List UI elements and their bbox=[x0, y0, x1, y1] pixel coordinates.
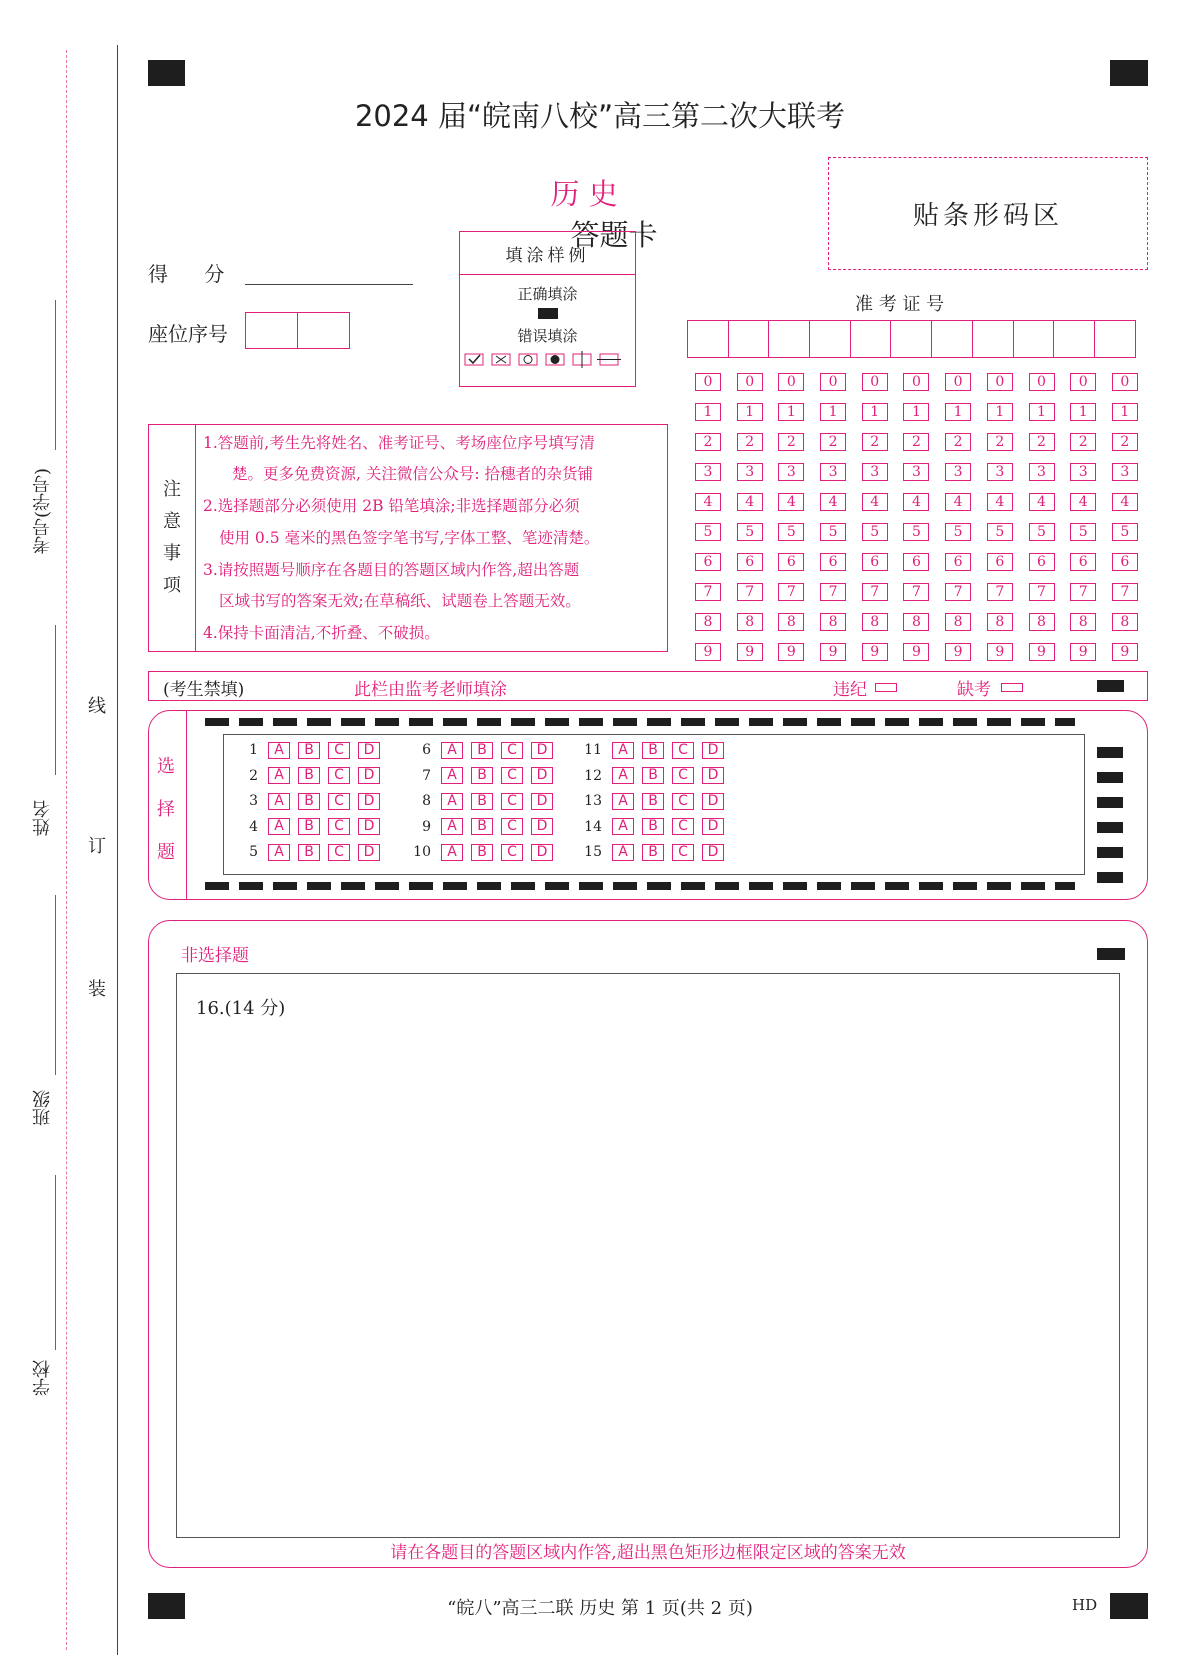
digit-bubble[interactable]: 2 bbox=[987, 433, 1013, 451]
note-line: 楚。更多免费资源, 关注微信公众号: 拾穗者的杂货铺 bbox=[232, 465, 594, 483]
digit-row bbox=[695, 367, 1154, 397]
digit-bubble[interactable]: 3 bbox=[1112, 463, 1138, 481]
digit-bubble[interactable]: 0 bbox=[1112, 373, 1138, 391]
option-bubble[interactable]: A bbox=[612, 767, 634, 784]
class-label: 班级 bbox=[32, 1090, 53, 1126]
exam-id-box[interactable] bbox=[972, 320, 1014, 358]
digit-bubble[interactable]: 8 bbox=[737, 613, 763, 631]
question-row bbox=[236, 766, 388, 786]
option-bubble[interactable]: A bbox=[441, 818, 463, 835]
digit-row bbox=[695, 517, 1154, 547]
digit-bubble[interactable]: 2 bbox=[945, 433, 971, 451]
digit-bubble[interactable]: 7 bbox=[903, 583, 929, 601]
option-bubble[interactable]: A bbox=[612, 818, 634, 835]
option-bubble[interactable]: B bbox=[471, 767, 493, 784]
digit-bubble[interactable]: 5 bbox=[1070, 523, 1096, 541]
option-bubble[interactable]: D bbox=[358, 742, 380, 759]
timing-mark bbox=[1097, 680, 1124, 692]
digit-bubble[interactable]: 9 bbox=[862, 643, 888, 661]
digit-row bbox=[695, 607, 1154, 637]
digit-bubble[interactable]: 0 bbox=[1029, 373, 1055, 391]
nonchoice-warning: 请在各题目的答题区域内作答,超出黑色矩形边框限定区域的答案无效 bbox=[390, 1543, 906, 1563]
wrong-fill-label: 错误填涂 bbox=[517, 327, 578, 345]
score-underline[interactable] bbox=[245, 284, 413, 285]
option-bubble[interactable]: B bbox=[642, 767, 664, 784]
question-row bbox=[580, 766, 732, 786]
card-label: 答题卡 bbox=[570, 218, 658, 252]
digit-bubble[interactable]: 5 bbox=[903, 523, 929, 541]
digit-bubble[interactable]: 8 bbox=[1029, 613, 1055, 631]
exam-id-boxes bbox=[688, 320, 1136, 358]
forbidden-label: (考生禁填) bbox=[163, 680, 245, 700]
digit-bubble[interactable]: 0 bbox=[737, 373, 763, 391]
exam-id-box[interactable] bbox=[728, 320, 770, 358]
line-char: 线 bbox=[88, 696, 106, 717]
digit-bubble[interactable]: 2 bbox=[862, 433, 888, 451]
digit-bubble[interactable]: 3 bbox=[862, 463, 888, 481]
digit-bubble[interactable]: 6 bbox=[1112, 553, 1138, 571]
digit-bubble[interactable]: 6 bbox=[778, 553, 804, 571]
digit-bubble[interactable]: 9 bbox=[945, 643, 971, 661]
digit-bubble[interactable]: 9 bbox=[737, 643, 763, 661]
digit-bubble[interactable]: 0 bbox=[1070, 373, 1096, 391]
digit-bubble[interactable]: 4 bbox=[695, 493, 721, 511]
timing-mark bbox=[1097, 747, 1123, 758]
question-row bbox=[236, 791, 388, 811]
option-bubble[interactable]: C bbox=[672, 818, 694, 835]
digit-bubble[interactable]: 2 bbox=[820, 433, 846, 451]
exam-id-box[interactable] bbox=[850, 320, 892, 358]
digit-row bbox=[695, 487, 1154, 517]
digit-bubble[interactable]: 4 bbox=[1029, 493, 1055, 511]
notes-heading bbox=[149, 425, 196, 651]
score-label: 得 分 bbox=[148, 262, 225, 286]
seat-box-2[interactable] bbox=[297, 312, 350, 349]
correct-fill-label: 正确填涂 bbox=[517, 285, 578, 303]
digit-bubble[interactable]: 8 bbox=[1070, 613, 1096, 631]
exam-title: 2024 届“皖南八校”高三第二次大联考 bbox=[354, 99, 846, 133]
option-bubble[interactable]: C bbox=[328, 767, 350, 784]
exam-id-box[interactable] bbox=[809, 320, 851, 358]
digit-bubble[interactable]: 2 bbox=[1070, 433, 1096, 451]
digit-bubble[interactable]: 0 bbox=[778, 373, 804, 391]
option-bubble[interactable]: A bbox=[268, 844, 290, 861]
digit-bubble[interactable]: 6 bbox=[987, 553, 1013, 571]
footer-code: HD bbox=[1072, 1596, 1098, 1614]
option-bubble[interactable]: A bbox=[612, 793, 634, 810]
digit-bubble[interactable]: 3 bbox=[778, 463, 804, 481]
option-bubble[interactable]: B bbox=[471, 793, 493, 810]
exam-id-box[interactable] bbox=[768, 320, 810, 358]
digit-bubble[interactable]: 3 bbox=[820, 463, 846, 481]
option-bubble[interactable]: D bbox=[702, 767, 724, 784]
digit-bubble[interactable]: 9 bbox=[1029, 643, 1055, 661]
name-underline bbox=[55, 625, 56, 775]
option-bubble[interactable]: C bbox=[672, 767, 694, 784]
question-number: 14 bbox=[584, 818, 602, 835]
wrong-fill-marks bbox=[460, 349, 635, 371]
digit-bubble[interactable]: 1 bbox=[903, 403, 929, 421]
digit-bubble[interactable]: 4 bbox=[1070, 493, 1096, 511]
digit-bubble[interactable]: 2 bbox=[737, 433, 763, 451]
question-number: 8 bbox=[422, 793, 431, 809]
option-bubble[interactable]: A bbox=[612, 742, 634, 759]
option-bubble[interactable]: C bbox=[501, 767, 523, 784]
option-bubble[interactable]: B bbox=[642, 844, 664, 861]
digit-bubble[interactable]: 1 bbox=[695, 403, 721, 421]
digit-bubble[interactable]: 3 bbox=[903, 463, 929, 481]
digit-bubble[interactable]: 3 bbox=[945, 463, 971, 481]
digit-bubble[interactable]: 7 bbox=[778, 583, 804, 601]
option-bubble[interactable]: A bbox=[268, 767, 290, 784]
digit-bubble[interactable]: 8 bbox=[862, 613, 888, 631]
question-number: 7 bbox=[422, 767, 431, 784]
digit-bubble[interactable]: 9 bbox=[695, 643, 721, 661]
digit-bubble[interactable]: 4 bbox=[987, 493, 1013, 511]
option-bubble[interactable]: B bbox=[471, 844, 493, 861]
digit-bubble[interactable]: 1 bbox=[778, 403, 804, 421]
pack-char: 装 bbox=[88, 979, 106, 1000]
option-bubble[interactable]: C bbox=[328, 818, 350, 835]
exam-id-box[interactable] bbox=[890, 320, 932, 358]
digit-bubble[interactable]: 5 bbox=[945, 523, 971, 541]
digit-bubble[interactable]: 7 bbox=[1029, 583, 1055, 601]
digit-bubble[interactable]: 1 bbox=[1112, 403, 1138, 421]
timing-dashes-top bbox=[205, 718, 1075, 726]
digit-bubble[interactable]: 1 bbox=[945, 403, 971, 421]
digit-bubble[interactable]: 8 bbox=[987, 613, 1013, 631]
choice-label-char: 题 bbox=[157, 842, 175, 863]
digit-bubble[interactable]: 5 bbox=[987, 523, 1013, 541]
choice-label-char: 择 bbox=[157, 799, 175, 820]
option-bubble[interactable]: B bbox=[298, 742, 320, 759]
exam-id-box[interactable] bbox=[1013, 320, 1055, 358]
option-bubble[interactable]: C bbox=[328, 742, 350, 759]
digit-bubble[interactable]: 9 bbox=[987, 643, 1013, 661]
timing-mark bbox=[1097, 948, 1125, 960]
question-row bbox=[580, 740, 732, 760]
digit-bubble[interactable]: 3 bbox=[987, 463, 1013, 481]
question-row bbox=[580, 817, 732, 837]
option-bubble[interactable]: A bbox=[441, 742, 463, 759]
digit-bubble[interactable]: 7 bbox=[737, 583, 763, 601]
exam-id-box[interactable] bbox=[687, 320, 729, 358]
digit-row bbox=[695, 547, 1154, 577]
digit-bubble[interactable]: 4 bbox=[903, 493, 929, 511]
digit-bubble[interactable]: 5 bbox=[778, 523, 804, 541]
timing-mark bbox=[1097, 772, 1123, 783]
option-bubble[interactable]: A bbox=[268, 793, 290, 810]
digit-bubble[interactable]: 2 bbox=[1029, 433, 1055, 451]
option-bubble[interactable]: D bbox=[358, 793, 380, 810]
digit-bubble[interactable]: 1 bbox=[820, 403, 846, 421]
option-bubble[interactable]: D bbox=[702, 818, 724, 835]
option-bubble[interactable]: C bbox=[501, 793, 523, 810]
exam-no-label: 考号(学号) bbox=[32, 468, 53, 555]
digit-bubble[interactable]: 0 bbox=[820, 373, 846, 391]
question-number: 3 bbox=[249, 793, 258, 809]
violation-label: 违纪 bbox=[833, 680, 867, 700]
digit-bubble[interactable]: 6 bbox=[903, 553, 929, 571]
school-underline bbox=[55, 1175, 56, 1350]
question-row bbox=[236, 842, 388, 862]
notes-heading-char: 项 bbox=[163, 575, 181, 596]
barcode-label: 贴条形码区 bbox=[912, 201, 1063, 231]
question-number: 13 bbox=[584, 793, 602, 809]
digit-row bbox=[695, 427, 1154, 457]
digit-bubble[interactable]: 4 bbox=[1112, 493, 1138, 511]
q16-label: 16.(14 分) bbox=[196, 998, 286, 1019]
question-row bbox=[409, 842, 561, 862]
digit-bubble[interactable]: 3 bbox=[695, 463, 721, 481]
choice-label bbox=[157, 745, 179, 874]
digit-bubble[interactable]: 8 bbox=[945, 613, 971, 631]
bind-char: 订 bbox=[88, 836, 106, 857]
digit-bubble[interactable]: 7 bbox=[945, 583, 971, 601]
question-number: 6 bbox=[422, 742, 431, 758]
digit-row bbox=[695, 577, 1154, 607]
digit-bubble[interactable]: 6 bbox=[820, 553, 846, 571]
digit-bubble[interactable]: 3 bbox=[1070, 463, 1096, 481]
question-number: 11 bbox=[584, 742, 602, 758]
digit-bubble[interactable]: 7 bbox=[1070, 583, 1096, 601]
note-line: 4.保持卡面清洁,不折叠、不破损。 bbox=[203, 624, 440, 642]
digit-bubble[interactable]: 2 bbox=[778, 433, 804, 451]
option-bubble[interactable]: D bbox=[702, 742, 724, 759]
option-bubble[interactable]: C bbox=[328, 793, 350, 810]
option-bubble[interactable]: C bbox=[501, 742, 523, 759]
digit-bubble[interactable]: 5 bbox=[737, 523, 763, 541]
binding-line bbox=[117, 45, 118, 1655]
digit-bubble[interactable]: 2 bbox=[1112, 433, 1138, 451]
timing-mark bbox=[1097, 872, 1123, 883]
timing-mark bbox=[1097, 822, 1123, 833]
fill-sample-title: 填涂样例 bbox=[460, 232, 635, 275]
notes-heading-char: 意 bbox=[163, 511, 181, 532]
class-underline bbox=[55, 895, 56, 1075]
option-bubble[interactable]: C bbox=[672, 793, 694, 810]
digit-bubble[interactable]: 4 bbox=[778, 493, 804, 511]
note-line: 使用 0.5 毫米的黑色签字笔书写,字体工整、笔迹清楚。 bbox=[219, 529, 600, 547]
question-number: 2 bbox=[249, 767, 258, 784]
question-number: 10 bbox=[413, 844, 431, 860]
exam-no-underline bbox=[55, 300, 56, 450]
option-bubble[interactable]: D bbox=[358, 844, 380, 861]
option-bubble[interactable]: B bbox=[642, 818, 664, 835]
option-bubble[interactable]: A bbox=[268, 818, 290, 835]
digit-bubble[interactable]: 0 bbox=[695, 373, 721, 391]
digit-row bbox=[695, 397, 1154, 427]
digit-bubble[interactable]: 5 bbox=[820, 523, 846, 541]
option-bubble[interactable]: C bbox=[328, 844, 350, 861]
digit-bubble[interactable]: 0 bbox=[945, 373, 971, 391]
digit-bubble[interactable]: 4 bbox=[820, 493, 846, 511]
notes-heading-char: 事 bbox=[163, 543, 181, 564]
option-bubble[interactable]: A bbox=[612, 844, 634, 861]
note-line: 1.答题前,考生先将姓名、准考证号、考场座位序号填写清 bbox=[203, 434, 595, 452]
digit-bubble[interactable]: 6 bbox=[737, 553, 763, 571]
school-label: 学校 bbox=[32, 1360, 53, 1396]
question-row bbox=[409, 817, 561, 837]
option-bubble[interactable]: D bbox=[531, 742, 553, 759]
option-bubble[interactable]: D bbox=[358, 767, 380, 784]
corner-mark-tl bbox=[148, 60, 185, 86]
question-row bbox=[409, 740, 561, 760]
digit-bubble[interactable]: 6 bbox=[1029, 553, 1055, 571]
digit-bubble[interactable]: 8 bbox=[820, 613, 846, 631]
question-row bbox=[409, 791, 561, 811]
digit-bubble[interactable]: 7 bbox=[987, 583, 1013, 601]
digit-bubble[interactable]: 9 bbox=[778, 643, 804, 661]
digit-bubble[interactable]: 5 bbox=[862, 523, 888, 541]
question-row bbox=[409, 766, 561, 786]
exam-id-box[interactable] bbox=[1053, 320, 1095, 358]
option-bubble[interactable]: A bbox=[441, 793, 463, 810]
seat-box-1[interactable] bbox=[245, 312, 298, 349]
digit-bubble[interactable]: 9 bbox=[1112, 643, 1138, 661]
exam-id-bubbles bbox=[695, 367, 1154, 667]
option-bubble[interactable]: B bbox=[298, 767, 320, 784]
digit-row bbox=[695, 457, 1154, 487]
digit-bubble[interactable]: 4 bbox=[945, 493, 971, 511]
digit-bubble[interactable]: 7 bbox=[820, 583, 846, 601]
digit-bubble[interactable]: 1 bbox=[737, 403, 763, 421]
digit-bubble[interactable]: 0 bbox=[987, 373, 1013, 391]
digit-bubble[interactable]: 6 bbox=[945, 553, 971, 571]
option-bubble[interactable]: D bbox=[358, 818, 380, 835]
digit-bubble[interactable]: 1 bbox=[1070, 403, 1096, 421]
question-row bbox=[580, 842, 732, 862]
nonchoice-title: 非选择题 bbox=[181, 946, 249, 966]
exam-id-label: 准 考 证 号 bbox=[855, 294, 945, 315]
question-row bbox=[236, 740, 388, 760]
exam-id-box[interactable] bbox=[1094, 320, 1136, 358]
option-bubble[interactable]: A bbox=[441, 844, 463, 861]
cut-line bbox=[66, 50, 67, 1650]
fill-sample bbox=[459, 231, 636, 387]
option-bubble[interactable]: A bbox=[441, 767, 463, 784]
name-label: 姓名 bbox=[32, 800, 53, 836]
timing-mark bbox=[1097, 797, 1123, 808]
option-bubble[interactable]: B bbox=[471, 742, 493, 759]
digit-bubble[interactable]: 5 bbox=[695, 523, 721, 541]
option-bubble[interactable]: B bbox=[642, 793, 664, 810]
digit-bubble[interactable]: 0 bbox=[862, 373, 888, 391]
option-bubble[interactable]: C bbox=[672, 742, 694, 759]
note-line: 3.请按照题号顺序在各题目的答题区域内作答,超出答题 bbox=[203, 561, 580, 579]
option-bubble[interactable]: C bbox=[672, 844, 694, 861]
digit-bubble[interactable]: 8 bbox=[778, 613, 804, 631]
digit-bubble[interactable]: 1 bbox=[1029, 403, 1055, 421]
seat-label: 座位序号 bbox=[148, 322, 228, 346]
option-bubble[interactable]: B bbox=[298, 844, 320, 861]
digit-bubble[interactable]: 1 bbox=[862, 403, 888, 421]
barcode-area bbox=[828, 157, 1148, 270]
option-bubble[interactable]: C bbox=[501, 818, 523, 835]
timing-mark bbox=[1097, 847, 1123, 858]
option-bubble[interactable]: A bbox=[268, 742, 290, 759]
absent-box[interactable] bbox=[1001, 683, 1023, 692]
choice-label-char: 选 bbox=[157, 756, 175, 777]
question-row bbox=[580, 791, 732, 811]
violation-box[interactable] bbox=[875, 683, 897, 692]
digit-bubble[interactable]: 3 bbox=[1029, 463, 1055, 481]
digit-bubble[interactable]: 3 bbox=[737, 463, 763, 481]
option-bubble[interactable]: B bbox=[298, 793, 320, 810]
digit-bubble[interactable]: 5 bbox=[1112, 523, 1138, 541]
digit-bubble[interactable]: 8 bbox=[1112, 613, 1138, 631]
notes-heading-char: 注 bbox=[163, 479, 181, 500]
correct-fill-mark bbox=[538, 308, 558, 319]
digit-bubble[interactable]: 0 bbox=[903, 373, 929, 391]
digit-bubble[interactable]: 6 bbox=[862, 553, 888, 571]
corner-mark-tr bbox=[1110, 60, 1148, 86]
option-bubble[interactable]: B bbox=[471, 818, 493, 835]
monitor-bar bbox=[148, 671, 1148, 701]
digit-bubble[interactable]: 7 bbox=[862, 583, 888, 601]
option-bubble[interactable]: D bbox=[531, 818, 553, 835]
question-number: 12 bbox=[584, 767, 602, 784]
timing-dashes-bottom bbox=[205, 882, 1075, 890]
digit-bubble[interactable]: 9 bbox=[1070, 643, 1096, 661]
question-number: 5 bbox=[249, 844, 258, 860]
digit-bubble[interactable]: 2 bbox=[695, 433, 721, 451]
digit-bubble[interactable]: 7 bbox=[695, 583, 721, 601]
question-number: 1 bbox=[249, 742, 258, 758]
option-bubble[interactable]: B bbox=[298, 818, 320, 835]
absent-label: 缺考 bbox=[957, 680, 991, 700]
exam-id-box[interactable] bbox=[931, 320, 973, 358]
digit-bubble[interactable]: 6 bbox=[1070, 553, 1096, 571]
question-number: 4 bbox=[249, 818, 258, 835]
question-row bbox=[236, 817, 388, 837]
digit-bubble[interactable]: 8 bbox=[695, 613, 721, 631]
option-bubble[interactable]: D bbox=[702, 793, 724, 810]
option-bubble[interactable]: D bbox=[702, 844, 724, 861]
notes-box bbox=[148, 424, 668, 652]
teacher-label: 此栏由监考老师填涂 bbox=[354, 680, 507, 700]
note-line: 2.选择题部分必须使用 2B 铅笔填涂;非选择题部分必须 bbox=[203, 497, 580, 515]
digit-bubble[interactable]: 4 bbox=[862, 493, 888, 511]
digit-bubble[interactable]: 2 bbox=[903, 433, 929, 451]
digit-bubble[interactable]: 6 bbox=[695, 553, 721, 571]
note-line: 区域书写的答案无效;在草稿纸、试题卷上答题无效。 bbox=[219, 592, 581, 610]
digit-bubble[interactable]: 8 bbox=[903, 613, 929, 631]
choice-divider bbox=[186, 711, 187, 899]
question-number: 15 bbox=[584, 844, 602, 860]
footer-text: “皖八”高三二联 历史 第 1 页(共 2 页) bbox=[447, 1598, 753, 1619]
q16-answer-area[interactable] bbox=[176, 973, 1120, 1538]
question-number: 9 bbox=[422, 818, 431, 835]
option-bubble[interactable]: D bbox=[531, 767, 553, 784]
option-bubble[interactable]: D bbox=[531, 793, 553, 810]
digit-bubble[interactable]: 4 bbox=[737, 493, 763, 511]
option-bubble[interactable]: C bbox=[501, 844, 523, 861]
digit-bubble[interactable]: 5 bbox=[1029, 523, 1055, 541]
subject-title: 历 史 bbox=[550, 177, 618, 211]
digit-bubble[interactable]: 7 bbox=[1112, 583, 1138, 601]
option-bubble[interactable]: B bbox=[642, 742, 664, 759]
digit-bubble[interactable]: 1 bbox=[987, 403, 1013, 421]
digit-bubble[interactable]: 9 bbox=[820, 643, 846, 661]
option-bubble[interactable]: D bbox=[531, 844, 553, 861]
digit-row bbox=[695, 637, 1154, 667]
digit-bubble[interactable]: 9 bbox=[903, 643, 929, 661]
